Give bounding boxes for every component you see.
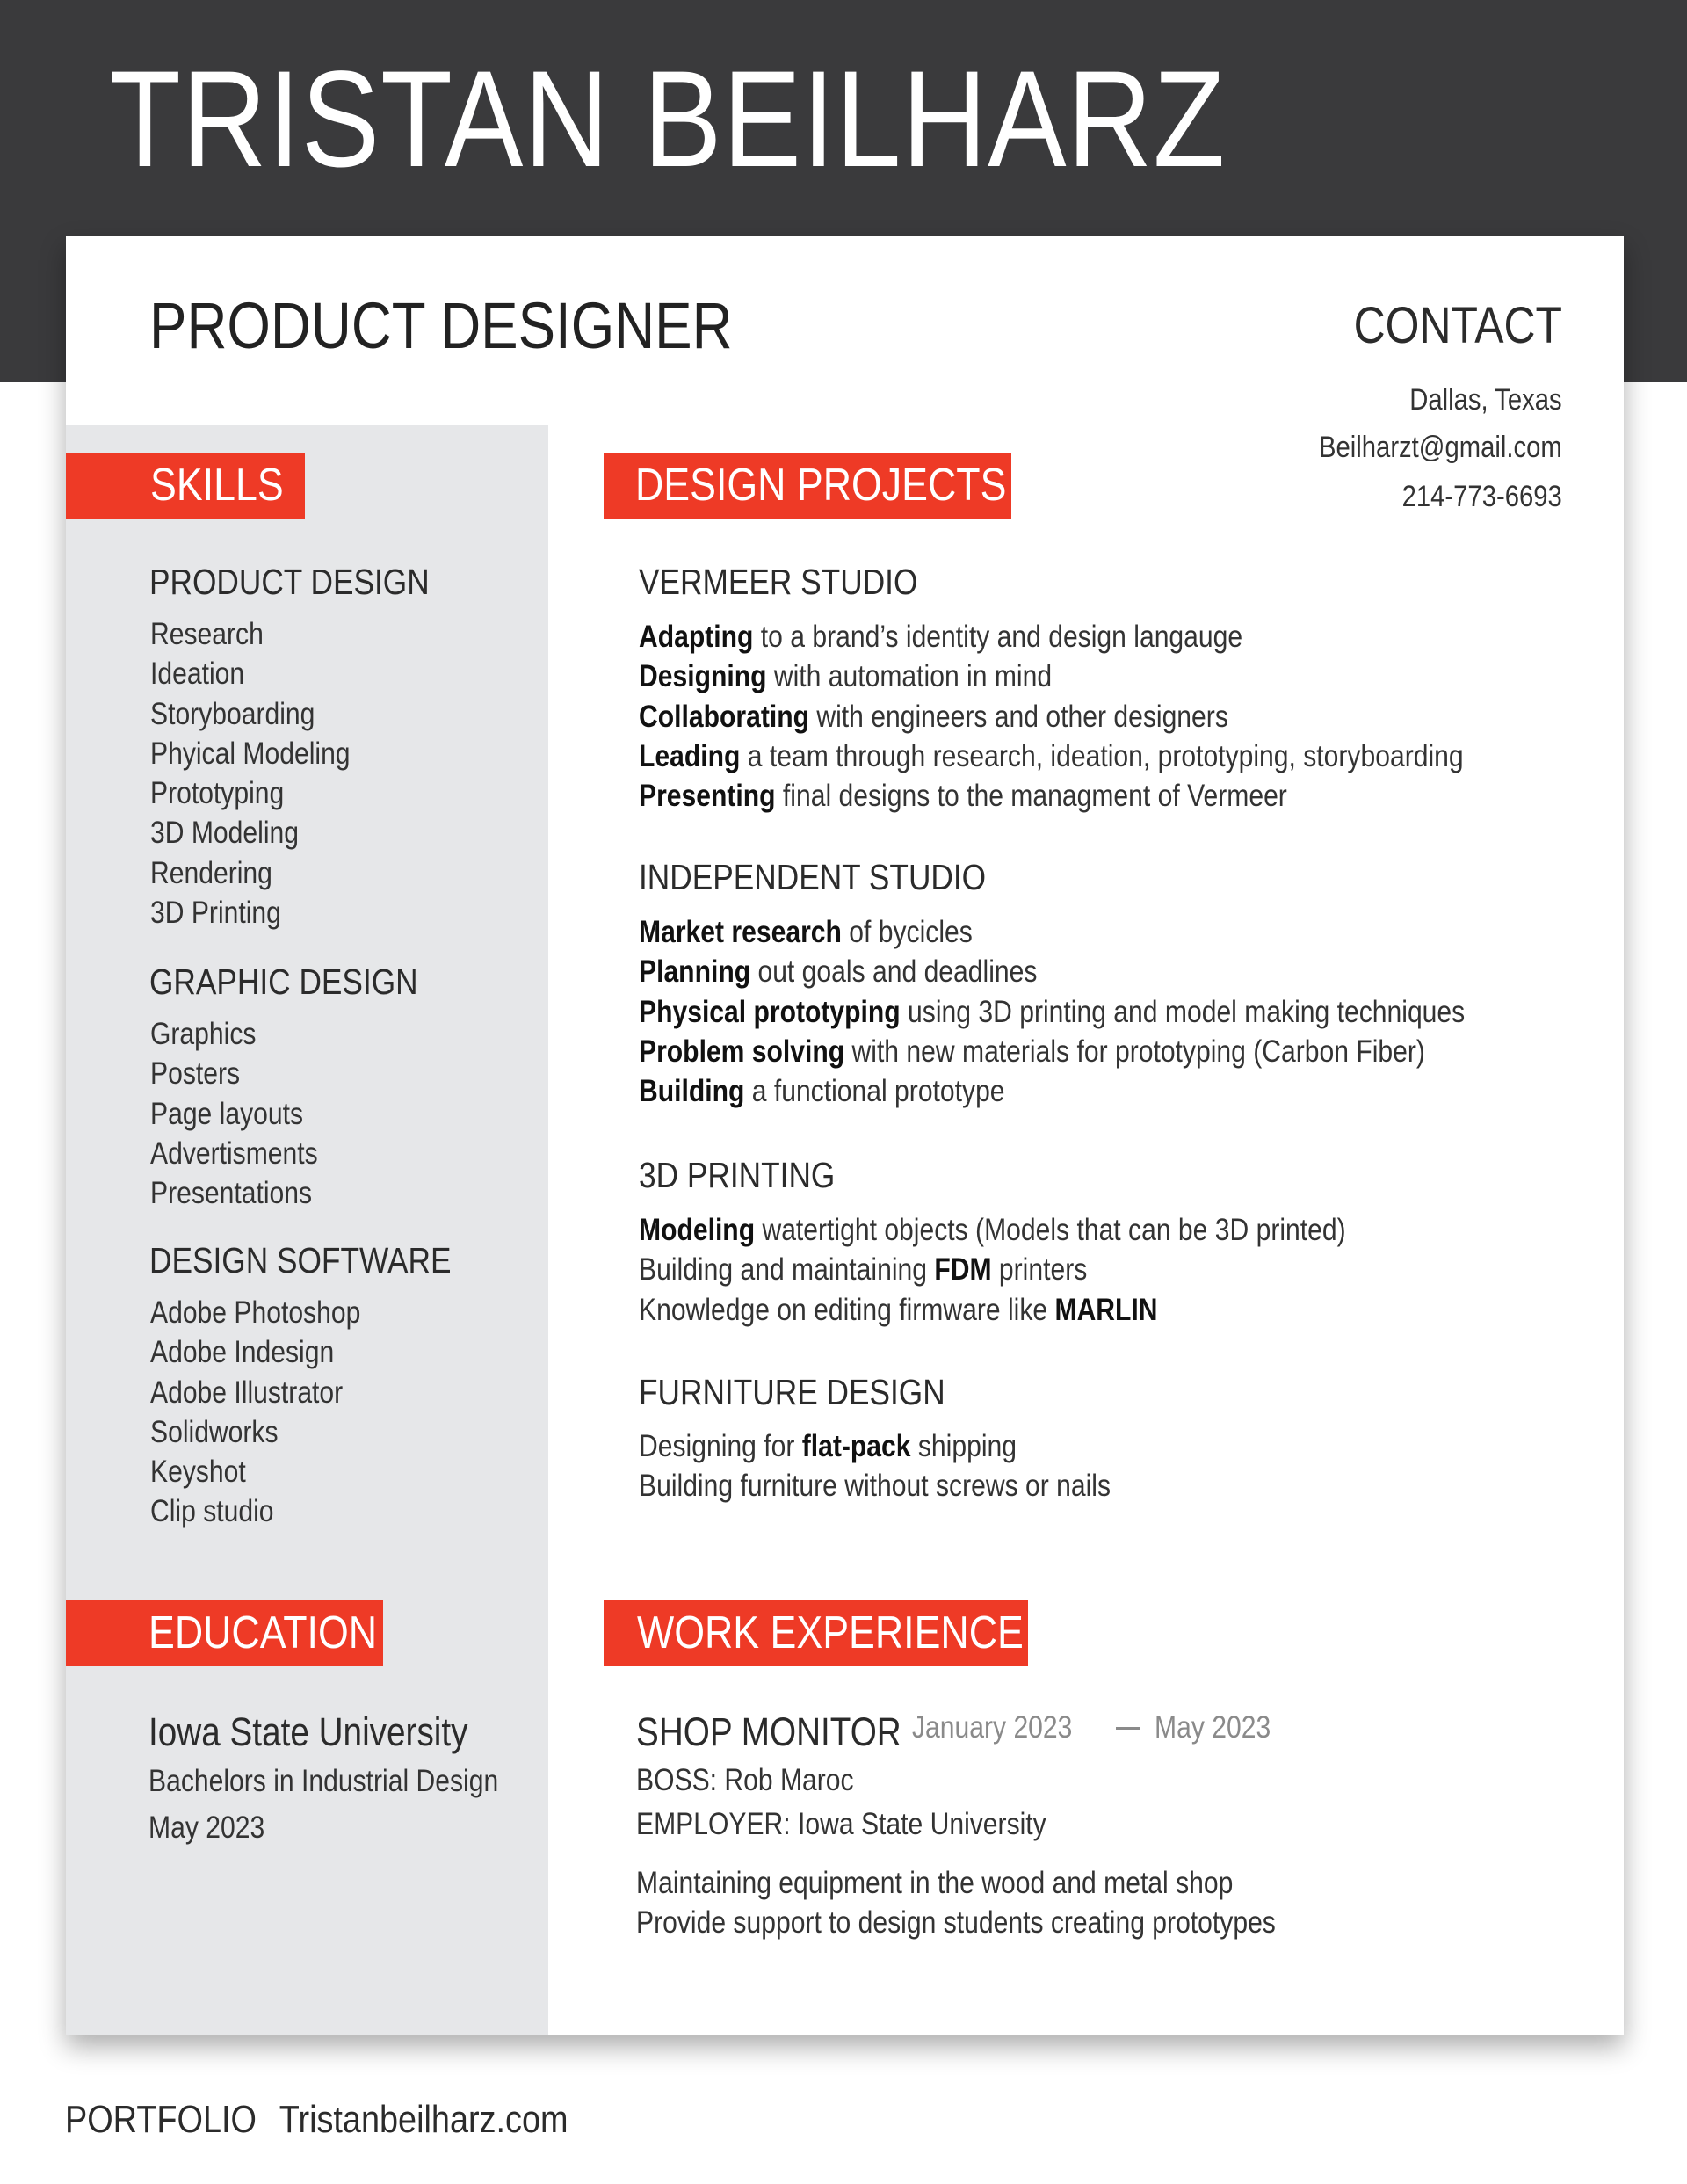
contact-location: Dallas, Texas — [1409, 383, 1562, 417]
skill-item: Keyshot — [150, 1455, 246, 1490]
skill-item: Phyical Modeling — [150, 736, 351, 771]
job-duty: Provide support to design students creating prototypes — [636, 1905, 1276, 1940]
project-line: Designing for flat-pack shipping — [639, 1429, 1017, 1463]
vermeer-project-list — [639, 617, 1597, 816]
project-title-independent: INDEPENDENT STUDIO — [639, 857, 987, 897]
skill-item: 3D Printing — [150, 896, 281, 931]
project-line: Designing with automation in mind — [639, 659, 1053, 694]
skills-header: SKILLS — [66, 453, 305, 519]
skill-category-product-design: PRODUCT DESIGN — [149, 562, 430, 602]
skill-item: Ideation — [150, 657, 245, 692]
graphic-design-list — [150, 1014, 345, 1213]
project-line: Problem solving with new materials for prototyping (Carbon Fiber) — [639, 1034, 1425, 1069]
skill-item: 3D Modeling — [150, 816, 299, 851]
education-school: Iowa State University — [148, 1709, 468, 1754]
job-role-title: PRODUCT DESIGNER — [149, 289, 733, 362]
skill-item: Rendering — [150, 855, 272, 890]
contact-phone[interactable]: 214-773-6693 — [1401, 480, 1562, 513]
work-experience-header: WORK EXPERIENCE — [604, 1600, 1028, 1666]
design-projects-header: DESIGN PROJECTS — [604, 453, 1011, 519]
job-employer: EMPLOYER: Iowa State University — [636, 1807, 1046, 1841]
project-line: Adapting to a brand’s identity and design langauge — [639, 620, 1243, 654]
skill-item: Advertisments — [150, 1136, 318, 1171]
project-line: Collaborating with engineers and other designers — [639, 699, 1228, 734]
skill-item: Research — [150, 617, 264, 651]
project-line: Knowledge on editing firmware like MARLIN — [639, 1292, 1158, 1327]
skill-item: Clip studio — [150, 1494, 274, 1529]
skill-item: Page layouts — [150, 1096, 304, 1131]
job-start-date: January 2023 — [912, 1710, 1073, 1745]
project-line: Physical prototyping using 3D printing and model making techniques — [639, 994, 1466, 1029]
independent-project-list — [639, 912, 1599, 1111]
skill-item: Adobe Photoshop — [150, 1295, 361, 1330]
education-date: May 2023 — [148, 1810, 265, 1845]
skill-item: Adobe Indesign — [150, 1335, 335, 1370]
contact-email[interactable]: Beilharzt@gmail.com — [1319, 431, 1562, 464]
job-boss: BOSS: Rob Maroc — [636, 1763, 854, 1797]
project-title-3d-printing: 3D PRINTING — [639, 1155, 836, 1195]
portfolio-label: PORTFOLIO — [65, 2098, 257, 2141]
printing-project-list — [639, 1210, 1461, 1330]
portfolio-footer — [65, 2098, 650, 2141]
education-degree: Bachelors in Industrial Design — [148, 1764, 499, 1798]
skill-item: Solidworks — [150, 1414, 279, 1449]
education-header: EDUCATION — [66, 1600, 383, 1666]
portfolio-link[interactable]: Tristanbeilharz.com — [279, 2098, 568, 2141]
skill-category-design-software: DESIGN SOFTWARE — [149, 1240, 452, 1281]
project-line: Modeling watertight objects (Models that can be 3D printed) — [639, 1213, 1346, 1247]
skill-item: Adobe Illustrator — [150, 1375, 344, 1410]
job-duty: Maintaining equipment in the wood and metal shop — [636, 1866, 1234, 1900]
product-design-list — [150, 614, 383, 932]
skill-item: Graphics — [150, 1017, 257, 1051]
contact-heading: CONTACT — [1353, 297, 1562, 354]
skill-item: Posters — [150, 1056, 241, 1092]
project-line: Leading a team through research, ideation, prototyping, storyboarding — [639, 738, 1464, 773]
project-line: Building furniture without screws or nails — [639, 1469, 1111, 1504]
full-name: TRISTAN BEILHARZ — [109, 43, 1227, 196]
project-title-vermeer: VERMEER STUDIO — [639, 562, 918, 602]
project-line: Presenting final designs to the managment of Vermeer — [639, 779, 1287, 814]
skill-item: Presentations — [150, 1176, 313, 1211]
resume-sheet — [66, 236, 1624, 2035]
job-title: SHOP MONITOR — [636, 1709, 901, 1754]
project-title-furniture: FURNITURE DESIGN — [639, 1372, 945, 1412]
date-separator — [1116, 1727, 1140, 1730]
skill-item: Storyboarding — [150, 696, 315, 731]
job-end-date: May 2023 — [1155, 1710, 1271, 1745]
design-software-list — [150, 1293, 395, 1532]
project-line: Building a functional prototype — [639, 1074, 1005, 1109]
project-line: Market research of bycicles — [639, 915, 973, 949]
skill-item: Prototyping — [150, 776, 285, 811]
project-line: Planning out goals and deadlines — [639, 954, 1038, 990]
skill-category-graphic-design: GRAPHIC DESIGN — [149, 961, 418, 1002]
furniture-project-list — [639, 1426, 1187, 1506]
project-line: Building and maintaining FDM printers — [639, 1252, 1088, 1288]
